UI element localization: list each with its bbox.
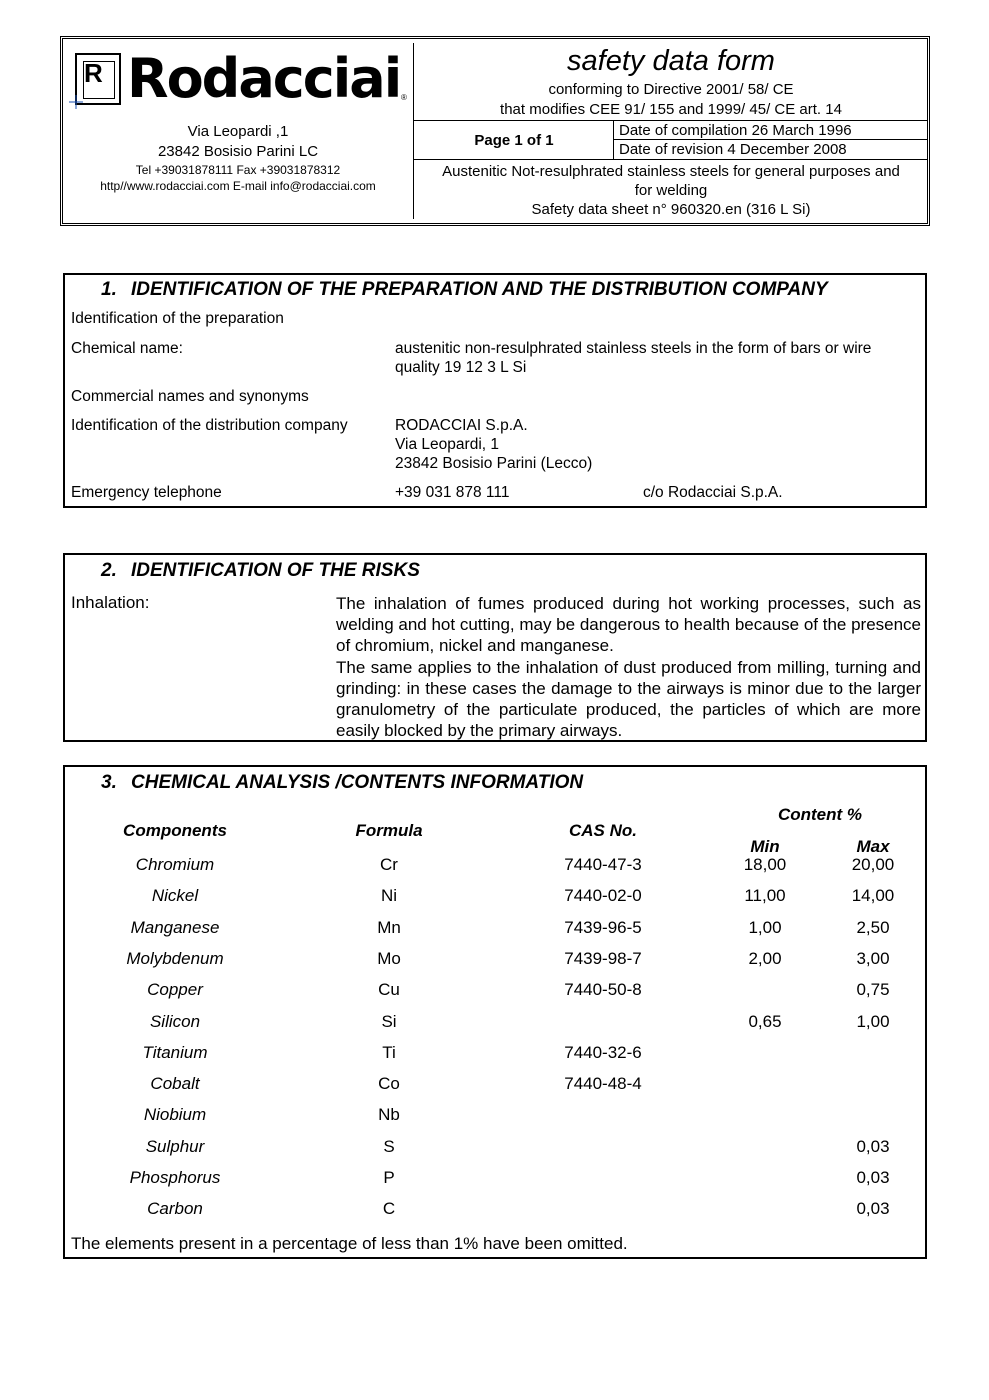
component-formula: Co (378, 1074, 400, 1094)
product-description-line-2: for welding (634, 182, 708, 199)
header-min: Min (750, 837, 780, 856)
inhalation-paragraph-2: The same applies to the inhalation of dust produced from milling, turning and grinding: in these cases the damage to the airways is minor due to the larger granulometry of the particulate produced, the particles of which are more easily blocked by the primary airways. (336, 657, 921, 741)
header-divider (413, 43, 414, 219)
table-row (65, 1105, 925, 1136)
directive-line-1: conforming to Directive 2001/ 58/ CE (548, 81, 794, 98)
section-1-title (101, 279, 828, 301)
chemical-name-label: Chemical name: (71, 340, 183, 357)
section-1-number: 1. (101, 279, 117, 300)
section-2-title (101, 560, 420, 582)
content-max: 0,03 (856, 1168, 890, 1187)
component-name: Manganese (130, 917, 220, 937)
sheet-number: Safety data sheet n° 960320.en (316 L Si) (531, 201, 811, 218)
component-name: Cobalt (150, 1074, 200, 1094)
directive-line-2: that modifies CEE 91/ 155 and 1999/ 45/ CE art. 14 (500, 101, 842, 118)
document-header (60, 36, 930, 226)
identification-label: Identification of the preparation (71, 310, 284, 327)
dates-divider (613, 121, 614, 159)
registered-mark: ® (401, 93, 407, 102)
logo-wordmark: Rodacciai (127, 47, 401, 110)
content-min: 2,00 (748, 948, 782, 968)
component-cas: 7440-50-8 (564, 980, 642, 1000)
form-title: safety data form (567, 45, 775, 77)
component-formula: Ni (380, 886, 398, 906)
table-row (65, 886, 925, 917)
emergency-phone: +39 031 878 111 (395, 484, 510, 501)
inhalation-label: Inhalation: (71, 593, 150, 612)
contact-phone-fax: Tel +39031878111 Fax +39031878312 (135, 163, 341, 177)
component-formula: Si (381, 1011, 397, 1031)
section-3-number: 3. (101, 772, 117, 793)
content-max: 3,00 (856, 948, 890, 968)
component-name: Niobium (143, 1105, 207, 1125)
header-content: Content % (777, 805, 863, 824)
table-row (65, 980, 925, 1011)
table-row (65, 1168, 925, 1199)
product-description-line-1: Austenitic Not-resulphrated stainless steels for general purposes and (442, 163, 900, 180)
component-name: Silicon (149, 1011, 201, 1031)
emergency-contact: c/o Rodacciai S.p.A. (643, 484, 783, 501)
component-name: Nickel (151, 886, 199, 906)
section-1-heading: IDENTIFICATION OF THE PREPARATION AND THE DISTRIBUTION COMPANY (131, 279, 828, 300)
component-cas: 7440-32-6 (564, 1042, 642, 1062)
component-formula: Cu (378, 980, 400, 1000)
content-min: 0,65 (748, 1011, 782, 1031)
component-formula: P (383, 1168, 395, 1187)
header-max: Max (856, 837, 890, 856)
component-cas: 7439-98-7 (564, 948, 642, 968)
table-row (65, 918, 925, 949)
section-chemical-analysis (63, 765, 927, 1259)
component-formula: Cr (380, 855, 398, 874)
content-max: 1,00 (856, 1011, 890, 1031)
component-cas: 7439-96-5 (564, 917, 642, 937)
component-cas: 7440-48-4 (564, 1074, 642, 1094)
component-formula: Mn (377, 917, 401, 937)
header-cas: CAS No. (569, 821, 637, 840)
chemical-name-value-2: quality 19 12 3 L Si (395, 359, 527, 376)
header-hline-2 (413, 159, 927, 160)
component-formula: S (383, 1136, 395, 1156)
omission-note: The elements present in a percentage of less than 1% have been omitted. (71, 1234, 628, 1253)
table-row (65, 1012, 925, 1043)
section-3-heading: CHEMICAL ANALYSIS /CONTENTS INFORMATION (131, 772, 584, 793)
header-hline-dates (613, 139, 927, 140)
component-cas: 7440-02-0 (564, 886, 642, 906)
section-identification (63, 273, 927, 508)
date-revision: Date of revision 4 December 2008 (619, 141, 847, 158)
component-name: Molybdenum (126, 948, 224, 968)
component-formula: Mo (377, 948, 401, 968)
component-formula: Ti (382, 1042, 396, 1062)
section-risks (63, 553, 927, 742)
logo-letter: R (84, 58, 103, 88)
crosshair-icon (69, 95, 83, 109)
address-street: Via Leopardi ,1 (187, 123, 289, 140)
content-max: 14,00 (851, 886, 895, 906)
company-name: RODACCIAI S.p.A. (395, 417, 528, 434)
content-min: 18,00 (743, 855, 787, 874)
distribution-company-label: Identification of the distribution company (71, 417, 348, 434)
component-name: Titanium (142, 1042, 208, 1062)
company-street: Via Leopardi, 1 (395, 436, 499, 453)
inhalation-description (336, 593, 921, 741)
content-max: 0,03 (856, 1199, 890, 1219)
content-max: 20,00 (851, 855, 895, 874)
page-number: Page 1 of 1 (474, 131, 554, 149)
header-components: Components (123, 821, 227, 840)
emergency-label: Emergency telephone (71, 484, 222, 501)
header-formula: Formula (355, 821, 423, 840)
content-min: 1,00 (748, 917, 782, 937)
component-name: Chromium (135, 855, 215, 874)
chemical-name-value-1: austenitic non-resulphrated stainless steels in the form of bars or wire (395, 340, 872, 357)
company-logo (71, 47, 405, 113)
component-name: Copper (147, 980, 203, 1000)
table-row (65, 1199, 925, 1230)
section-3-title (101, 772, 583, 794)
contact-web-email: http//www.rodacciai.com E-mail info@rodacciai.com (100, 179, 376, 193)
table-row (65, 855, 925, 886)
content-max: 0,03 (856, 1136, 890, 1156)
date-compilation: Date of compilation 26 March 1996 (619, 122, 852, 139)
address-city: 23842 Bosisio Parini LC (157, 143, 319, 160)
commercial-names-label: Commercial names and synonyms (71, 388, 309, 405)
section-2-number: 2. (101, 560, 117, 581)
table-row (65, 1137, 925, 1168)
table-row (65, 1074, 925, 1105)
table-row (65, 1043, 925, 1074)
component-name: Carbon (147, 1199, 203, 1219)
table-row (65, 949, 925, 980)
company-city: 23842 Bosisio Parini (Lecco) (395, 455, 593, 472)
component-formula: C (382, 1199, 396, 1219)
component-name: Sulphur (145, 1136, 205, 1156)
content-max: 0,75 (856, 980, 890, 1000)
component-name: Phosphorus (129, 1168, 221, 1187)
component-cas: 7440-47-3 (564, 855, 642, 874)
component-formula: Nb (378, 1105, 400, 1125)
content-min: 11,00 (744, 886, 786, 906)
inhalation-paragraph-1: The inhalation of fumes produced during hot working processes, such as welding and hot cutting, may be dangerous to health because of the presence of chromium, nickel and manganese. (336, 594, 922, 656)
section-2-heading: IDENTIFICATION OF THE RISKS (131, 560, 420, 581)
content-max: 2,50 (856, 917, 890, 937)
